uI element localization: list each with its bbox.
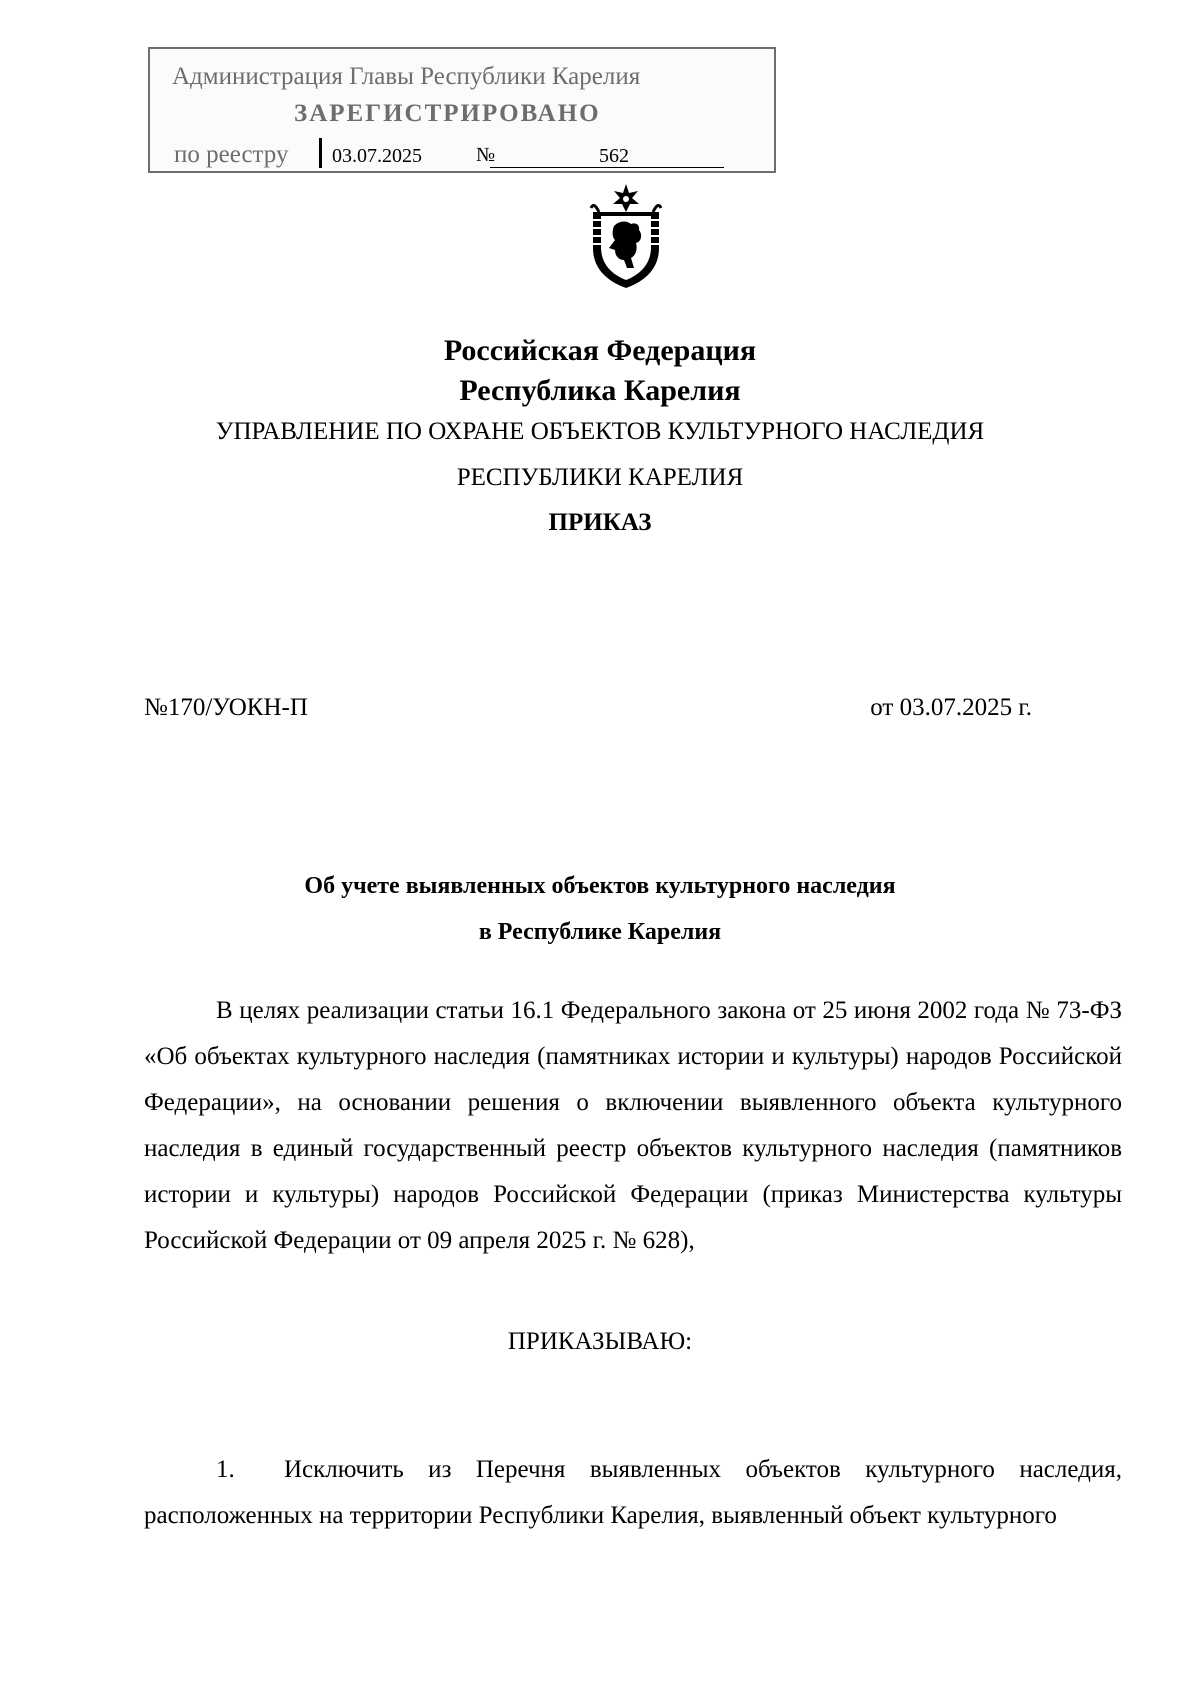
order-number: №170/УОКН-П xyxy=(144,694,308,721)
document-type-heading: ПРИКАЗ xyxy=(548,509,652,536)
stamp-registry-label: по реестру xyxy=(174,141,289,168)
header-country: Российская Федерация xyxy=(443,334,757,367)
registration-stamp xyxy=(148,47,776,173)
preamble-paragraph: В целях реализации статьи 16.1 Федерального закона от 25 июня 2002 года № 73-ФЗ «Об объектах культурного наследия (памятниках истории и культуры) народов Российской Федерации», на основании решения о включении выявленного объекта культурного наследия в единый государственный реестр объектов культурного наследия (памятников истории и культуры) народов Российской Федерации (приказ Министерства культуры Российской Федерации от 09 апреля 2025 г. № 628), xyxy=(144,997,1122,1254)
header-agency-line1: УПРАВЛЕНИЕ ПО ОХРАНЕ ОБЪЕКТОВ КУЛЬТУРНОГО НАСЛЕДИЯ xyxy=(215,418,985,445)
subject-line2: в Республике Карелия xyxy=(478,919,722,945)
stamp-number-sign: № xyxy=(476,144,496,166)
order-date: от 03.07.2025 г. xyxy=(870,694,1032,721)
order-item xyxy=(144,1447,1122,1539)
subject-line1: Об учете выявленных объектов культурного наследия xyxy=(304,873,896,899)
stamp-status: ЗАРЕГИСТРИРОВАНО xyxy=(294,100,601,127)
stamp-separator xyxy=(319,138,322,168)
order-word: ПРИКАЗЫВАЮ: xyxy=(507,1328,693,1355)
stamp-date: 03.07.2025 xyxy=(332,145,422,167)
header-agency-line2: РЕСПУБЛИКИ КАРЕЛИЯ xyxy=(456,464,744,491)
stamp-number: 562 xyxy=(599,145,629,167)
order-item-number: 1. xyxy=(216,1456,235,1483)
karelia-coat-of-arms-icon xyxy=(585,182,667,290)
stamp-organization: Администрация Главы Республики Карелия xyxy=(172,63,641,90)
header-republic: Республика Карелия xyxy=(459,374,741,407)
order-item-text: Исключить из Перечня выявленных объектов культурного наследия, расположенных на территории Республики Карелия, выявленный объект культурного xyxy=(144,1456,1122,1529)
